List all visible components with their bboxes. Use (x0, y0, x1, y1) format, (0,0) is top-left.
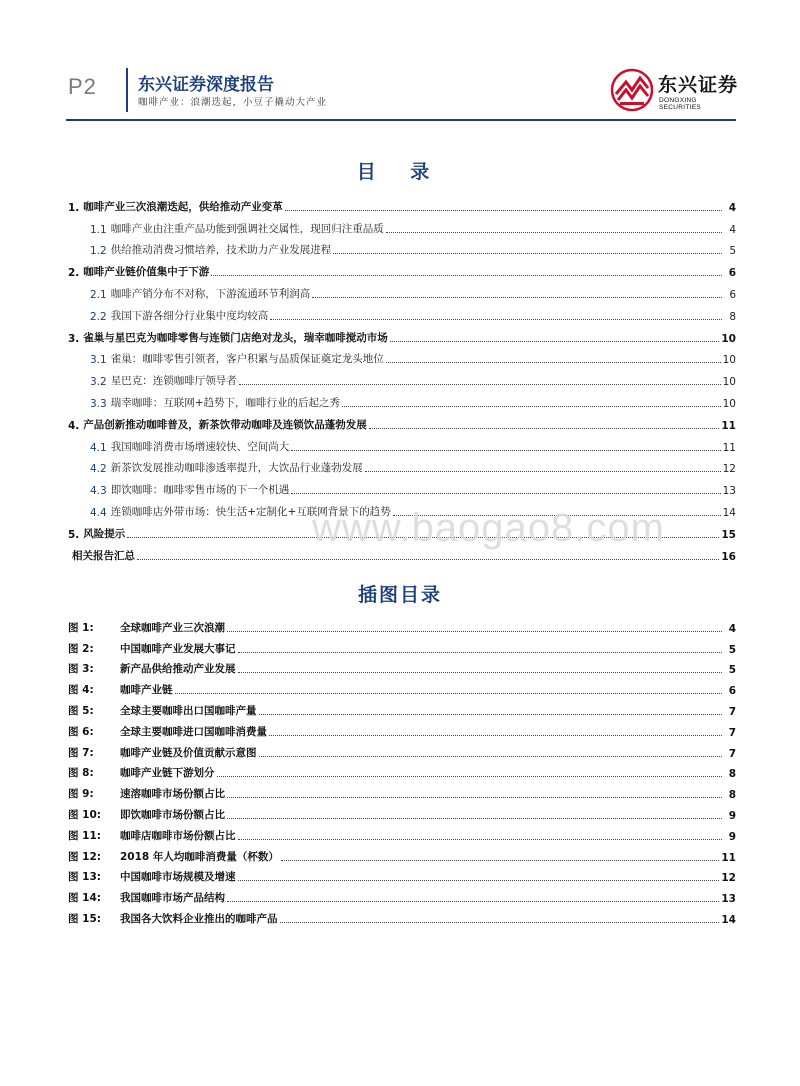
figure-entry[interactable] (68, 905, 736, 926)
entry-number: 2. (68, 267, 80, 280)
entry-page: 8 (728, 789, 736, 802)
dot-leader (291, 450, 720, 451)
entry-number: 图 8: (68, 767, 94, 780)
dot-leader (291, 493, 720, 494)
dot-leader (281, 860, 719, 861)
entry-number: 图 10: (68, 808, 101, 821)
entry-number: 4.2 (90, 463, 107, 476)
entry-number: 2.1 (90, 288, 107, 301)
entry-title: 即饮咖啡：咖啡零售市场的下一个机遇 (110, 484, 290, 497)
entry-title: 咖啡店咖啡市场份额占比 (120, 829, 236, 842)
entry-number: 1.2 (90, 245, 107, 258)
dot-leader (227, 797, 722, 798)
entry-title: 中国咖啡产业发展大事记 (120, 642, 236, 655)
entry-title: 咖啡产业链及价值贡献示意图 (120, 746, 257, 759)
dot-leader (227, 631, 722, 632)
toc-section-entry[interactable] (68, 323, 736, 345)
entry-number: 4.3 (90, 485, 107, 498)
entry-title: 风险提示 (83, 527, 126, 540)
entry-title: 咖啡产业链下游划分 (120, 767, 215, 780)
entry-title: 瑞幸咖啡：互联网+趋势下，咖啡行业的后起之秀 (110, 396, 341, 409)
toc-subsection-entry[interactable] (68, 454, 736, 476)
toc-section-entry[interactable] (68, 410, 736, 432)
entry-title: 产品创新推动咖啡普及，新茶饮带动咖啡及连锁饮品蓬勃发展 (83, 418, 367, 431)
entry-title: 咖啡产业由注重产品功能到强调社交属性，现回归注重品质 (110, 222, 384, 235)
report-subtitle: 咖啡产业：浪潮迭起，小豆子撬动大产业 (138, 97, 328, 108)
entry-title: 全球咖啡产业三次浪潮 (120, 621, 225, 634)
dot-leader (227, 901, 719, 902)
entry-title: 雀巢与星巴克为咖啡零售与连锁门店绝对龙头，瑞幸咖啡搅动市场 (83, 331, 388, 344)
toc-subsection-entry[interactable] (68, 432, 736, 454)
toc-subsection-entry[interactable] (68, 366, 736, 388)
dot-leader (386, 362, 721, 363)
dot-leader (217, 776, 723, 777)
entry-number: 2.2 (90, 310, 107, 323)
toc-section-entry[interactable] (68, 257, 736, 279)
watermark: www.baogao8.com (312, 506, 665, 550)
entry-title: 我国下游各细分行业集中度均较高 (110, 309, 269, 322)
report-title: 东兴证券深度报告 (138, 75, 274, 95)
page-number: P2 (68, 74, 97, 99)
toc-subsection-entry[interactable] (68, 214, 736, 236)
entry-number: 图 6: (68, 725, 94, 738)
entry-number: 图 4: (68, 684, 94, 697)
entry-page: 16 (721, 550, 736, 563)
figure-entry[interactable] (68, 635, 736, 656)
entry-page: 13 (721, 893, 736, 906)
entry-page: 10 (722, 354, 736, 367)
dot-leader (238, 652, 723, 653)
entry-title: 咖啡产业三次浪潮迭起，供给推动产业变革 (83, 200, 283, 213)
entry-title: 新产品供给推动产业发展 (120, 663, 236, 676)
entry-page: 11 (722, 441, 736, 454)
entry-number: 1.1 (90, 223, 107, 236)
entry-number: 图 5: (68, 704, 94, 717)
entry-page: 15 (721, 528, 736, 541)
figure-entry[interactable] (68, 718, 736, 739)
toc-section-entry[interactable] (68, 192, 736, 214)
entry-title: 2018 年人均咖啡消费量（杯数） (120, 850, 279, 863)
toc-subsection-entry[interactable] (68, 301, 736, 323)
toc-heading: 目 录 (356, 161, 444, 183)
entry-title: 中国咖啡市场规模及增速 (120, 871, 236, 884)
entry-page: 12 (722, 463, 736, 476)
figure-entry[interactable] (68, 780, 736, 801)
figure-list-heading: 插图目录 (357, 584, 442, 606)
logo-english-name: DONGXING SECURITIES (659, 97, 702, 111)
entry-number: 图 11: (68, 829, 101, 842)
dot-leader (285, 210, 722, 211)
entry-page: 4 (728, 201, 736, 214)
figure-entry[interactable] (68, 822, 736, 843)
figure-entry[interactable] (68, 884, 736, 905)
dot-leader (390, 341, 720, 342)
entry-page: 9 (728, 830, 736, 843)
entry-page: 7 (728, 705, 736, 718)
figure-entry[interactable] (68, 676, 736, 697)
dot-leader (259, 714, 723, 715)
page-header (66, 66, 739, 120)
figure-entry[interactable] (68, 864, 736, 885)
entry-page: 13 (722, 485, 736, 498)
dot-leader (238, 672, 723, 673)
header-rule (66, 119, 736, 121)
entry-number: 图 13: (68, 871, 101, 884)
entry-title: 相关报告汇总 (72, 549, 135, 562)
entry-number: 5. (68, 528, 80, 541)
entry-number: 1. (68, 201, 80, 214)
entry-number: 图 14: (68, 892, 101, 905)
entry-page: 11 (721, 419, 736, 432)
entry-number: 图 7: (68, 746, 94, 759)
entry-number: 图 2: (68, 642, 94, 655)
dot-leader (270, 319, 722, 320)
entry-page: 6 (728, 685, 736, 698)
entry-title: 连锁咖啡店外带市场：快生活+定制化+互联网背景下的趋势 (110, 505, 391, 518)
entry-number: 图 1: (68, 621, 94, 634)
figure-entry[interactable] (68, 843, 736, 864)
dot-leader (342, 406, 721, 407)
entry-page: 12 (721, 872, 736, 885)
toc-subsection-entry[interactable] (68, 236, 736, 258)
entry-page: 9 (728, 809, 736, 822)
figure-entry[interactable] (68, 801, 736, 822)
entry-title: 我国咖啡市场产品结构 (120, 892, 225, 905)
entry-page: 7 (728, 747, 736, 760)
toc-subsection-entry[interactable] (68, 388, 736, 410)
entry-number: 3. (68, 332, 80, 345)
dot-leader (227, 818, 722, 819)
dot-leader (175, 693, 723, 694)
entry-page: 4 (728, 622, 736, 635)
dot-leader (239, 384, 721, 385)
dot-leader (280, 922, 720, 923)
entry-title: 星巴克：连锁咖啡厅领导者 (110, 375, 237, 388)
entry-title: 咖啡产销分布不对称，下游流通环节利润高 (110, 287, 311, 300)
company-logo (604, 66, 739, 114)
toc-subsection-entry[interactable] (68, 279, 736, 301)
toc-subsection-entry[interactable] (68, 475, 736, 497)
entry-page: 6 (729, 288, 736, 301)
figure-entry[interactable] (68, 760, 736, 781)
dot-leader (137, 559, 719, 560)
entry-page: 10 (722, 376, 736, 389)
entry-title: 全球主要咖啡进口国咖啡消费量 (120, 725, 267, 738)
entry-page: 10 (721, 332, 736, 345)
dot-leader (238, 880, 720, 881)
dot-leader (238, 839, 723, 840)
entry-title: 咖啡产业链 (120, 684, 173, 697)
figure-entry[interactable] (68, 697, 736, 718)
dot-leader (386, 232, 722, 233)
toc-subsection-entry[interactable] (68, 345, 736, 367)
entry-number: 3.2 (90, 376, 107, 389)
entry-page: 5 (728, 664, 736, 677)
dot-leader (365, 471, 721, 472)
logo-mark-icon (610, 68, 654, 112)
entry-page: 14 (722, 506, 736, 519)
entry-title: 雀巢：咖啡零售引领者，客户积累与品质保证奠定龙头地位 (110, 353, 384, 366)
figure-entry[interactable] (68, 656, 736, 677)
entry-number: 4. (68, 419, 80, 432)
entry-number: 图 12: (68, 850, 101, 863)
entry-page: 8 (728, 768, 736, 781)
header-divider (126, 68, 128, 112)
figure-entry[interactable] (68, 739, 736, 760)
entry-title: 我国各大饮料企业推出的咖啡产品 (120, 912, 278, 925)
entry-page: 7 (728, 726, 736, 739)
entry-title: 即饮咖啡市场份额占比 (120, 808, 225, 821)
figure-entry[interactable] (68, 614, 736, 635)
figure-list (68, 614, 736, 926)
entry-number: 3.1 (90, 354, 107, 367)
entry-page: 5 (729, 245, 736, 258)
entry-number: 图 3: (68, 663, 94, 676)
entry-page: 4 (729, 223, 736, 236)
dot-leader (211, 275, 722, 276)
logo-chinese-name: 东兴证券 (658, 74, 739, 96)
dot-leader (333, 253, 722, 254)
entry-title: 供给推动消费习惯培养，技术助力产业发展进程 (110, 244, 332, 257)
entry-number: 图 9: (68, 788, 94, 801)
entry-page: 10 (722, 397, 736, 410)
entry-title: 全球主要咖啡出口国咖啡产量 (120, 704, 257, 717)
entry-page: 14 (721, 913, 736, 926)
entry-title: 新茶饮发展推动咖啡渗透率提升，大饮品行业蓬勃发展 (110, 462, 363, 475)
entry-number: 图 15: (68, 912, 101, 925)
entry-page: 8 (729, 310, 736, 323)
entry-number: 4.1 (90, 441, 107, 454)
dot-leader (312, 297, 722, 298)
entry-page: 6 (728, 267, 736, 280)
entry-number: 4.4 (90, 506, 107, 519)
dot-leader (259, 756, 723, 757)
dot-leader (369, 428, 720, 429)
entry-number: 3.3 (90, 397, 107, 410)
entry-title: 咖啡产业链价值集中于下游 (83, 266, 210, 279)
entry-page: 5 (728, 643, 736, 656)
entry-title: 我国咖啡消费市场增速较快、空间尚大 (110, 440, 290, 453)
entry-page: 11 (721, 851, 736, 864)
dot-leader (269, 735, 722, 736)
entry-title: 速溶咖啡市场份额占比 (120, 788, 225, 801)
